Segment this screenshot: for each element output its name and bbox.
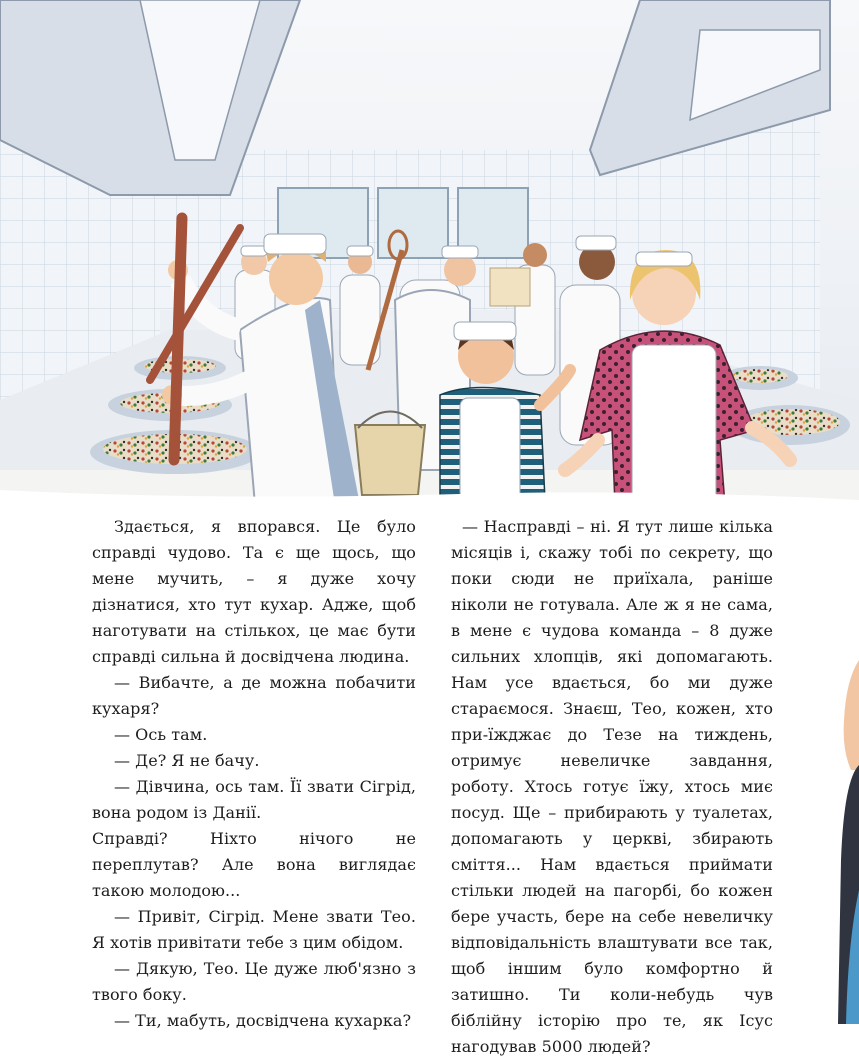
dialogue-line: — Ось там.: [114, 725, 208, 744]
right-text-column: [451, 514, 773, 1060]
narrative-paragraph: Справді? Ніхто нічого не переплутав? Але вона виглядає такою молодою...: [92, 829, 416, 900]
left-text-column: [92, 514, 416, 1034]
dialogue-paragraph: — Насправді – ні. Я тут лише кілька місяців і, скажу тобі по секрету, що поки сюди не приїхала, раніше ніколи не готувала. Але ж я не сама, в мене є чудова команда – 8 дуже сильних хлопців, які допомагають. Нам усе вдається, бо ми дуже стараємося. Знаєш, Тео, кожен, хто при-їжджає до Тезе на тиждень, отримує невеличке завдання, роботу. Хтось готує їжу, хтось миє посуд. Ще – прибирають у туалетах, допомагають у церкві, збирають сміття... Нам вдається приймати стільки людей на пагорбі, бо кожен бере участь, бере на себе невеличку відповідальність влаштувати все так, щоб іншим було комфортно й затишно. Ти коли-небудь чув біблійну історію про те, як Ісус нагодував 5000 людей?: [451, 517, 773, 1056]
kitchen-scene-drawing: [0, 0, 859, 505]
kitchen-illustration: [0, 0, 859, 505]
dialogue-line: — Вибачте, а де можна побачити кухаря?: [92, 673, 416, 718]
dialogue-line: — Привіт, Сігрід. Мене звати Тео. Я хотів привітати тебе з цим обідом.: [92, 907, 416, 952]
dialogue-line: — Де? Я не бачу.: [114, 751, 260, 770]
dialogue-line: — Дякую, Тео. Це дуже люб'язно з твого боку.: [92, 959, 416, 1004]
dialogue-line: — Дівчина, ось там. Її звати Сігрід, вона родом із Данії.: [92, 777, 416, 822]
narrative-paragraph: Здається, я впорався. Це було справді чудово. Та є ще щось, що мене мучить, – я дуже хочу дізнатися, хто тут кухар. Адже, щоб наготувати на стількох, це має бути справді сильна й досвідчена людина.: [92, 517, 416, 666]
dialogue-line: — Ти, мабуть, досвідчена кухарка?: [114, 1011, 412, 1030]
page-edge-illustration: [826, 660, 859, 1024]
